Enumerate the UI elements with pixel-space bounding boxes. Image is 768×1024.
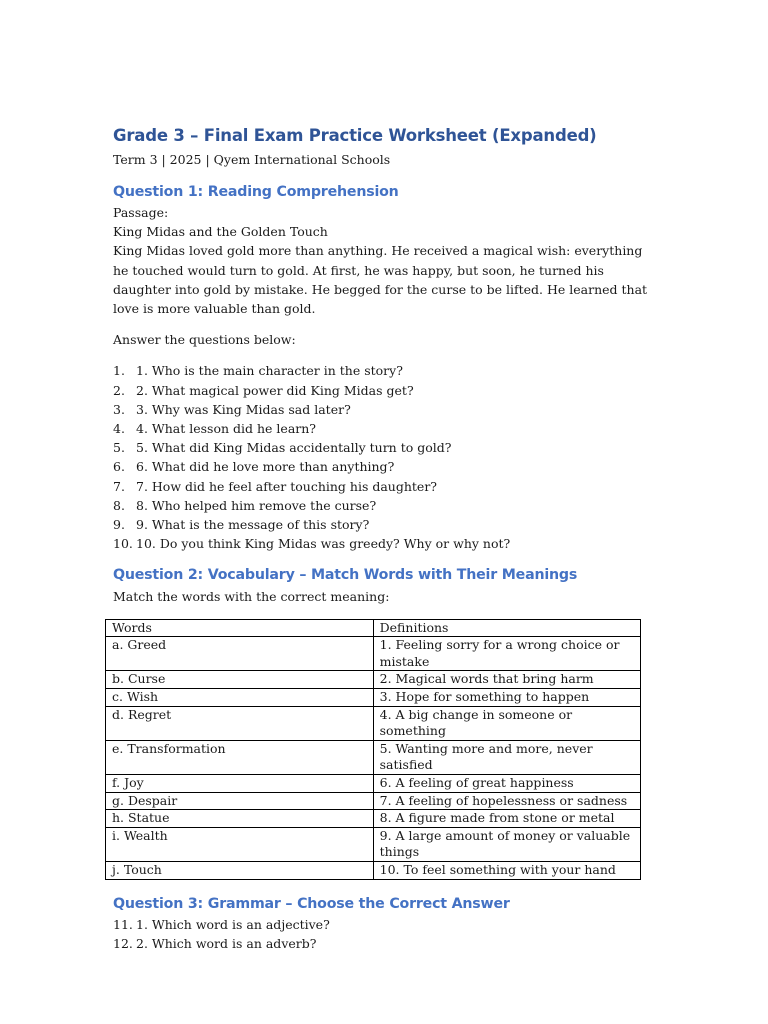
question-number: 6. <box>113 459 125 475</box>
table-row <box>106 861 641 879</box>
question-text: 2. What magical power did King Midas get? <box>136 382 414 398</box>
question-text: 1. Which word is an adjective? <box>136 916 330 932</box>
question-item <box>113 361 653 380</box>
question-number: 10. <box>113 536 133 552</box>
question-text: 6. What did he love more than anything? <box>136 459 395 475</box>
question-number: 12. <box>113 935 133 951</box>
word-cell: h. Statue <box>106 810 374 828</box>
worksheet-subtitle: Term 3 | 2025 | Qyem International Schools <box>113 152 391 167</box>
question-item <box>113 381 653 400</box>
question-item <box>113 515 653 534</box>
definition-cell: 10. To feel something with your hand <box>373 861 640 879</box>
question-text: 1. Who is the main character in the story? <box>136 363 403 379</box>
question-item <box>113 400 653 419</box>
table-row <box>106 775 641 793</box>
word-cell: e. Transformation <box>106 740 374 774</box>
word-cell: g. Despair <box>106 792 374 810</box>
definition-cell: 1. Feeling sorry for a wrong choice or mistake <box>373 637 640 671</box>
table-row <box>106 671 641 689</box>
question-number: 9. <box>113 517 125 533</box>
story-text: King Midas loved gold more than anything. He received a magical wish: everything he touched would turn to gold. At first, he was happy, but soon, he turned his daughter into gold by mistake. He begged for the curse to be lifted. He learned that love is more valuable than gold. <box>113 243 648 317</box>
definition-cell: 8. A figure made from stone or metal <box>373 810 640 828</box>
table-row <box>106 637 641 671</box>
question-item <box>113 457 653 476</box>
question-1-heading: Question 1: Reading Comprehension <box>113 184 399 200</box>
table-row <box>106 740 641 774</box>
definition-cell: 3. Hope for something to happen <box>373 689 640 707</box>
question-number: 3. <box>113 401 125 417</box>
definition-cell: 4. A big change in someone or something <box>373 706 640 740</box>
question-text: 2. Which word is an adverb? <box>136 935 317 951</box>
definition-cell: 6. A feeling of great happiness <box>373 775 640 793</box>
question-number: 2. <box>113 382 125 398</box>
question-3-list <box>113 915 653 953</box>
worksheet-title: Grade 3 – Final Exam Practice Worksheet (Expanded) <box>113 126 597 145</box>
question-text: 10. Do you think King Midas was greedy? Why or why not? <box>136 536 511 552</box>
question-number: 4. <box>113 421 125 437</box>
question-1-instruction: Answer the questions below: <box>113 332 296 348</box>
table-header-cell: Words <box>106 619 374 637</box>
table-row <box>106 792 641 810</box>
definition-cell: 9. A large amount of money or valuable things <box>373 827 640 861</box>
definition-cell: 5. Wanting more and more, never satisfied <box>373 740 640 774</box>
question-number: 7. <box>113 478 125 494</box>
question-item <box>113 915 653 934</box>
word-cell: f. Joy <box>106 775 374 793</box>
story-title: King Midas and the Golden Touch <box>113 224 328 240</box>
word-cell: c. Wish <box>106 689 374 707</box>
word-cell: j. Touch <box>106 861 374 879</box>
question-3-heading: Question 3: Grammar – Choose the Correct Answer <box>113 895 510 912</box>
table-row <box>106 827 641 861</box>
question-number: 11. <box>113 916 133 932</box>
definition-cell: 2. Magical words that bring harm <box>373 671 640 689</box>
question-text: 4. What lesson did he learn? <box>136 421 316 437</box>
passage-label: Passage: <box>113 205 169 220</box>
question-2-heading: Question 2: Vocabulary – Match Words with Their Meanings <box>113 567 578 584</box>
word-cell: b. Curse <box>106 671 374 689</box>
word-cell: i. Wealth <box>106 827 374 861</box>
question-item <box>113 934 653 953</box>
table-header-cell: Definitions <box>373 619 640 637</box>
question-item <box>113 438 653 457</box>
question-text: 8. Who helped him remove the curse? <box>136 497 377 513</box>
table-row <box>106 706 641 740</box>
question-item <box>113 496 653 515</box>
question-number: 8. <box>113 497 125 513</box>
question-text: 9. What is the message of this story? <box>136 517 370 533</box>
word-cell: a. Greed <box>106 637 374 671</box>
worksheet-page <box>113 124 653 953</box>
question-number: 1. <box>113 363 125 379</box>
question-item <box>113 534 653 553</box>
definition-cell: 7. A feeling of hopelessness or sadness <box>373 792 640 810</box>
question-item <box>113 419 653 438</box>
word-cell: d. Regret <box>106 706 374 740</box>
question-number: 5. <box>113 440 125 456</box>
table-row <box>106 689 641 707</box>
question-2-instruction: Match the words with the correct meaning: <box>113 589 390 605</box>
question-item <box>113 477 653 496</box>
table-row <box>106 810 641 828</box>
question-1-list <box>113 361 653 553</box>
vocabulary-table <box>105 619 641 880</box>
table-header-row <box>106 619 641 637</box>
question-text: 3. Why was King Midas sad later? <box>136 401 351 417</box>
question-text: 7. How did he feel after touching his daughter? <box>136 478 438 494</box>
question-text: 5. What did King Midas accidentally turn to gold? <box>136 440 452 456</box>
